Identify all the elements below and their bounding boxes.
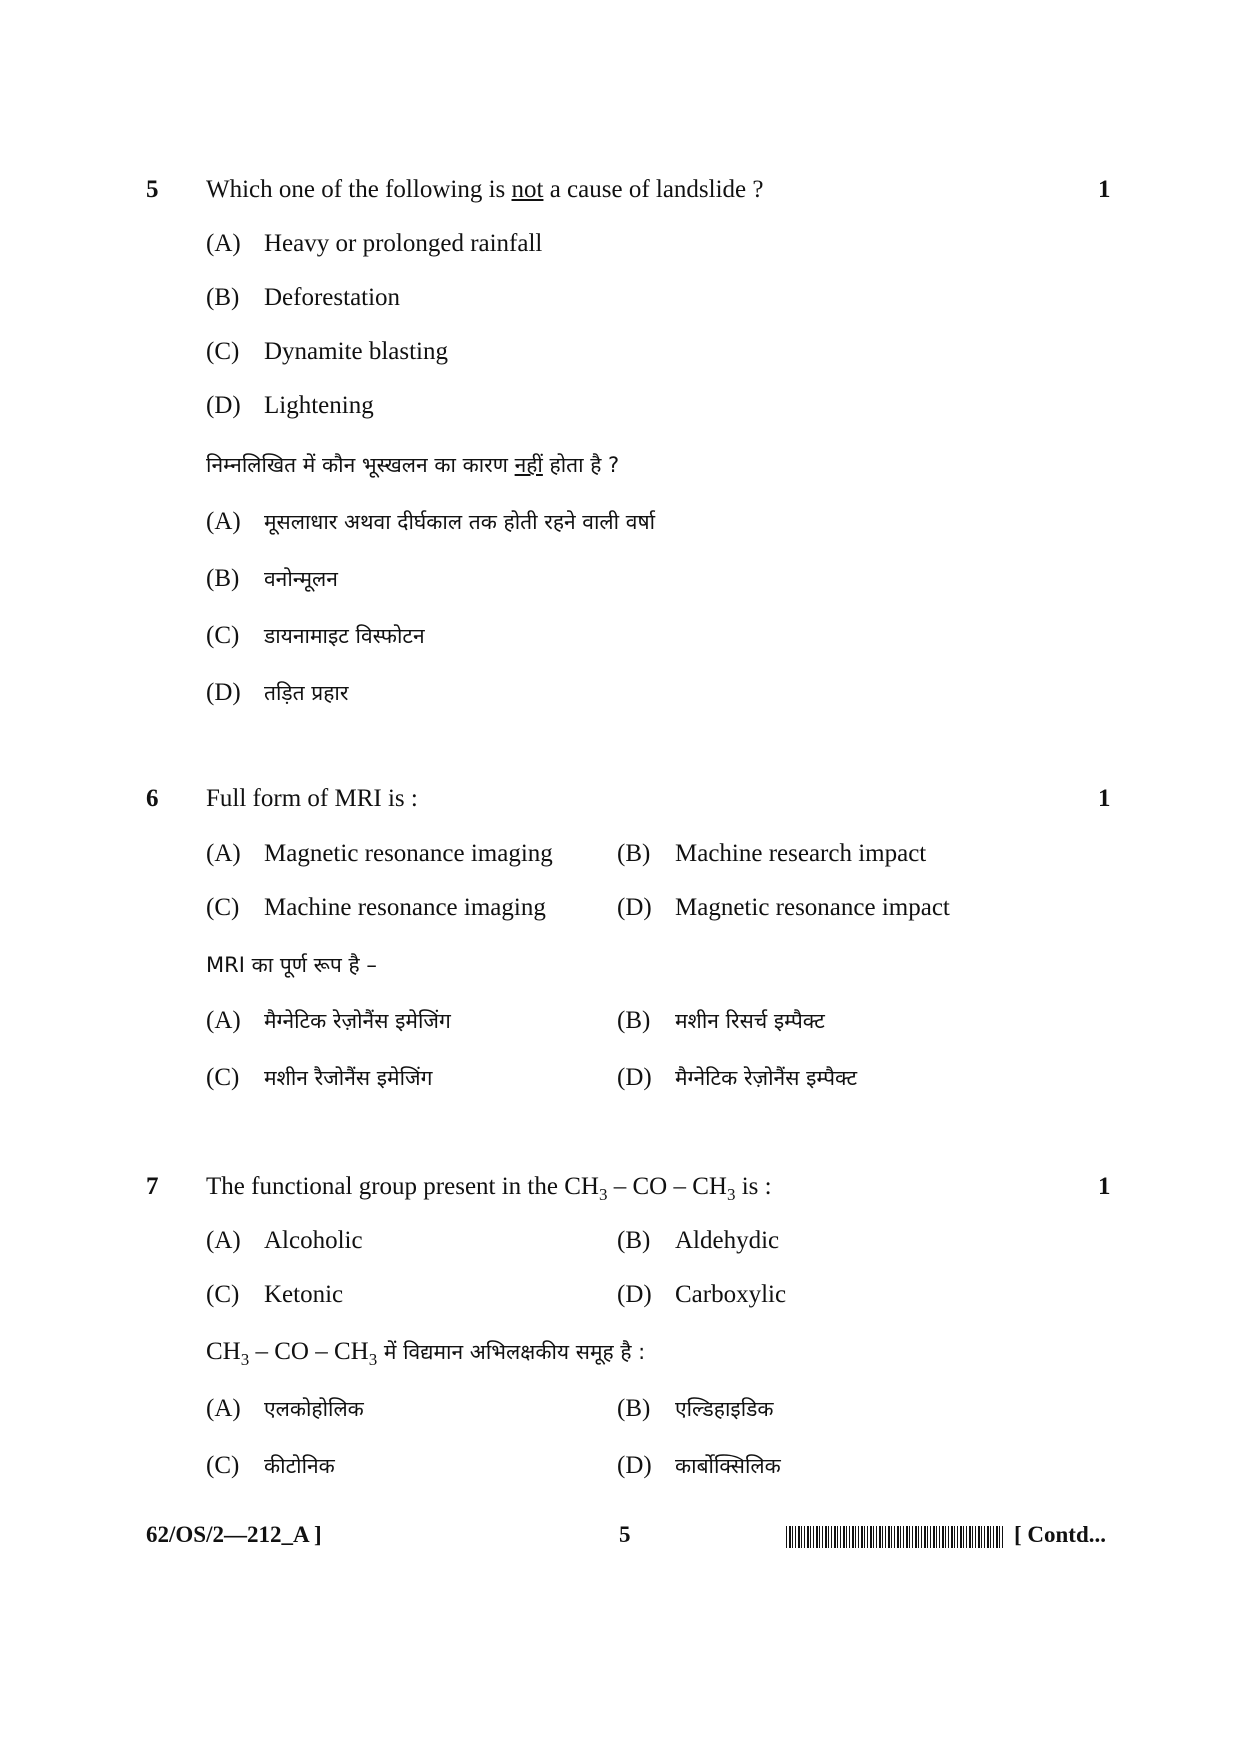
continued-label: [ Contd... — [1014, 1522, 1107, 1547]
question-text-hi: निम्नलिखित में कौन भूस्खलन का कारण नहीं होता है ? — [206, 453, 620, 477]
barcode-icon — [786, 1526, 1004, 1548]
option-d-en: (D) Magnetic resonance impact — [617, 894, 950, 921]
paper-code: 62/OS/2—212_A ] — [146, 1522, 322, 1547]
option-b-hi: (B) वनोन्मूलन — [206, 565, 338, 592]
option-c-hi: (C) डायनामाइट विस्फोटन — [206, 622, 425, 649]
option-a-en: (A) Heavy or prolonged rainfall — [206, 230, 543, 257]
page-number: 5 — [619, 1522, 631, 1547]
option-b-en: (B) Deforestation — [206, 284, 401, 311]
question-text-en: The functional group present in the $CH_3$ – CO – $CH_3$ is : — [206, 1173, 772, 1204]
option-b-hi: (B) एल्डिहाइडिक — [617, 1395, 774, 1422]
question-text-hi: $CH_3$ – CO – $CH_3$ में विद्यमान अभिलक्षकीय समूह है : — [206, 1338, 646, 1369]
question-marks: 1 — [1098, 785, 1111, 812]
option-d-hi: (D) कार्बोक्सिलिक — [617, 1452, 781, 1479]
option-a-hi: (A) एलकोहोलिक — [206, 1395, 364, 1422]
option-a-en: (A) Magnetic resonance imaging — [206, 840, 553, 867]
question-number: 7 — [146, 1173, 159, 1200]
question-number: 6 — [146, 785, 159, 812]
question-text-en: Which one of the following is not a cause of landslide ? — [206, 176, 764, 203]
option-b-en: (B) Machine research impact — [617, 840, 927, 867]
option-a-hi: (A) मैग्नेटिक रेज़ोनैंस इमेजिंग — [206, 1007, 451, 1034]
option-c-hi: (C) कीटोनिक — [206, 1452, 335, 1479]
question-marks: 1 — [1098, 176, 1111, 203]
option-d-hi: (D) तड़ित प्रहार — [206, 679, 349, 706]
option-d-en: (D) Carboxylic — [617, 1281, 787, 1308]
question-text-en: Full form of MRI is : — [206, 785, 418, 812]
option-a-hi: (A) मूसलाधार अथवा दीर्घकाल तक होती रहने वाली वर्षा — [206, 508, 656, 535]
question-number: 5 — [146, 176, 159, 203]
option-d-hi: (D) मैग्नेटिक रेज़ोनैंस इम्पैक्ट — [617, 1064, 858, 1091]
option-d-en: (D) Lightening — [206, 392, 374, 419]
option-a-en: (A) Alcoholic — [206, 1227, 363, 1254]
option-b-en: (B) Aldehydic — [617, 1227, 780, 1254]
option-c-en: (C) Machine resonance imaging — [206, 894, 546, 921]
option-c-en: (C) Dynamite blasting — [206, 338, 448, 365]
question-text-hi: MRI का पूर्ण रूप है – — [206, 953, 377, 977]
option-c-en: (C) Ketonic — [206, 1281, 344, 1308]
question-marks: 1 — [1098, 1173, 1111, 1200]
option-b-hi: (B) मशीन रिसर्च इम्पैक्ट — [617, 1007, 825, 1034]
option-c-hi: (C) मशीन रैजोनैंस इमेजिंग — [206, 1064, 433, 1091]
